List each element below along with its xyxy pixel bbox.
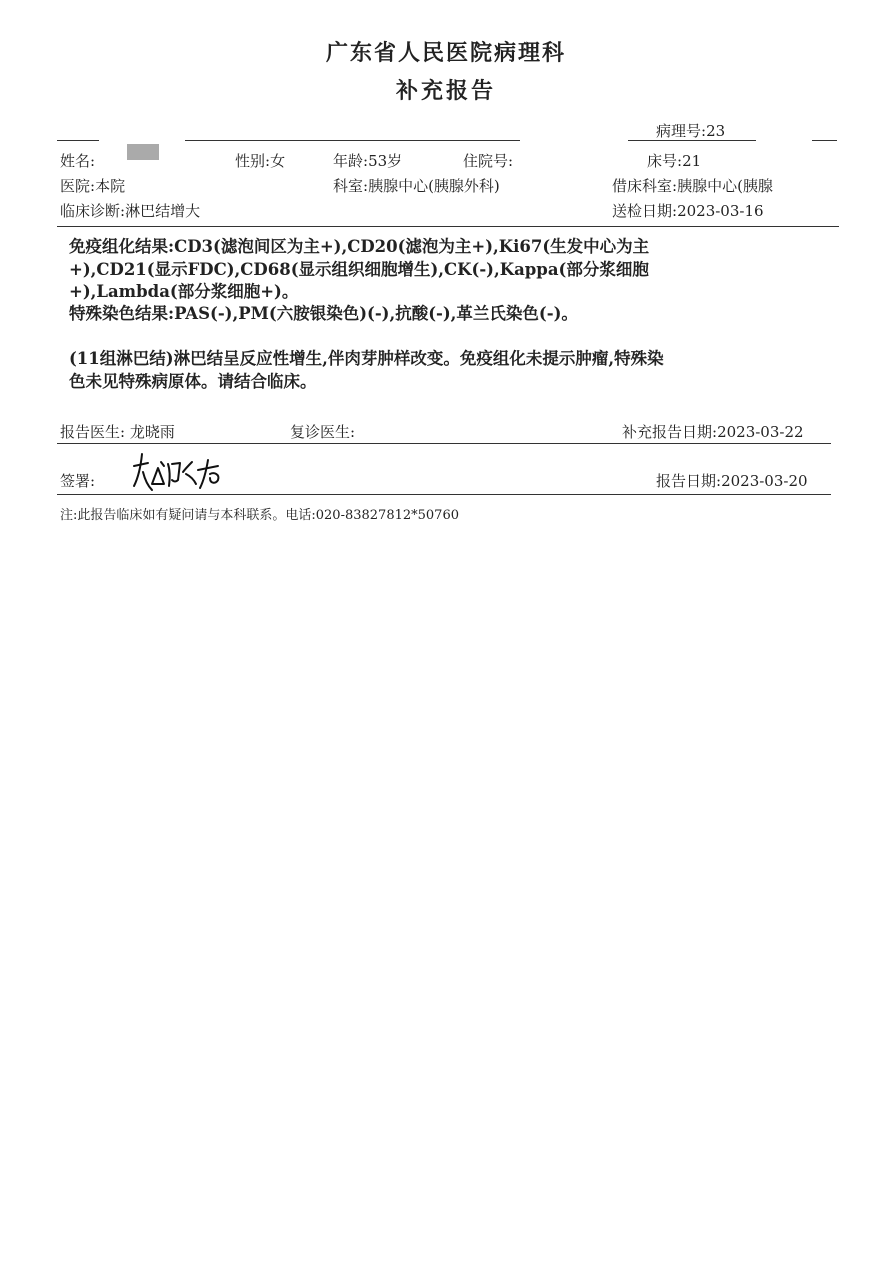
header-rule-2: [185, 140, 520, 141]
patient-gender: [235, 150, 285, 171]
submit-date-value: 2023-03-16: [677, 202, 764, 220]
ihc-result-line-1: 免疫组化结果:CD3(滤泡间区为主+),CD20(滤泡为主+),Ki67(生发中心为主: [69, 237, 650, 256]
report-date-value: 2023-03-20: [721, 472, 808, 490]
pathology-number-label: 病理号:: [656, 122, 707, 140]
conclusion-line-2: 色未见特殊病原体。请结合临床。: [69, 372, 317, 391]
diagnosis-label: 临床诊断:: [60, 202, 126, 220]
borrow-department-value: 胰腺中心(胰腺: [677, 177, 773, 195]
supplement-date-value: 2023-03-22: [717, 423, 804, 441]
department: [333, 175, 500, 196]
handwritten-signature: [128, 450, 228, 496]
special-stain-result: 特殊染色结果:PAS(-),PM(六胺银染色)(-),抗酸(-),革兰氏染色(-)。: [69, 304, 578, 323]
gender-label: 性别:: [235, 152, 271, 170]
report-doctor: [60, 421, 175, 442]
footer-divider-2: [57, 494, 831, 495]
pathology-number: [656, 120, 725, 141]
info-divider: [57, 226, 839, 227]
ihc-result-line-2: +),CD21(显示FDC),CD68(显示组织细胞增生),CK(-),Kappa(部分浆细胞: [69, 260, 649, 279]
report-title: 补充报告: [395, 78, 496, 104]
patient-name-label: 姓名:: [60, 152, 96, 170]
age-value: 53岁: [368, 152, 403, 170]
redaction-box: [127, 144, 159, 160]
bed-label: 床号:: [647, 152, 683, 170]
department-value: 胰腺中心(胰腺外科): [368, 177, 500, 195]
hospital-label: 医院:: [60, 177, 96, 195]
borrow-department: [612, 175, 773, 196]
contact-note: 注:此报告临床如有疑问请与本科联系。电话:020-83827812*50760: [60, 508, 459, 523]
header-rule-3: [628, 140, 756, 141]
hospital-value: 本院: [95, 177, 126, 195]
conclusion-line-1: (11组淋巴结)淋巴结呈反应性增生,伴肉芽肿样改变。免疫组化未提示肿瘤,特殊染: [69, 349, 664, 368]
pathology-number-value: 23: [706, 122, 726, 140]
report-date: [656, 470, 808, 491]
footer-divider-1: [57, 443, 831, 444]
age-label: 年龄:: [333, 152, 369, 170]
department-label: 科室:: [333, 177, 369, 195]
report-date-label: 报告日期:: [656, 472, 722, 490]
patient-name: [60, 150, 95, 171]
header-rule-4: [812, 140, 837, 141]
header-rule-1: [57, 140, 99, 141]
admission-number: [463, 150, 513, 171]
gender-value: 女: [270, 152, 286, 170]
report-doctor-label: 报告医生:: [60, 423, 126, 441]
hospital: [60, 175, 125, 196]
patient-age: [333, 150, 402, 171]
admission-label: 住院号:: [463, 152, 514, 170]
supplement-date: [622, 421, 804, 442]
submit-date-label: 送检日期:: [612, 202, 678, 220]
review-doctor-label: 复诊医生:: [290, 423, 356, 441]
hospital-title: 广东省人民医院病理科: [325, 40, 566, 66]
submit-date: [612, 200, 764, 221]
report-doctor-value: 龙晓雨: [129, 423, 175, 441]
borrow-department-label: 借床科室:: [612, 177, 678, 195]
clinical-diagnosis: [60, 200, 200, 221]
signature-label: 签署:: [60, 472, 96, 490]
ihc-result-line-3: +),Lambda(部分浆细胞+)。: [69, 282, 299, 301]
diagnosis-value: 淋巴结增大: [125, 202, 201, 220]
bed-value: 21: [682, 152, 702, 170]
review-doctor: [290, 421, 355, 442]
bed-number: [647, 150, 701, 171]
supplement-date-label: 补充报告日期:: [622, 423, 718, 441]
